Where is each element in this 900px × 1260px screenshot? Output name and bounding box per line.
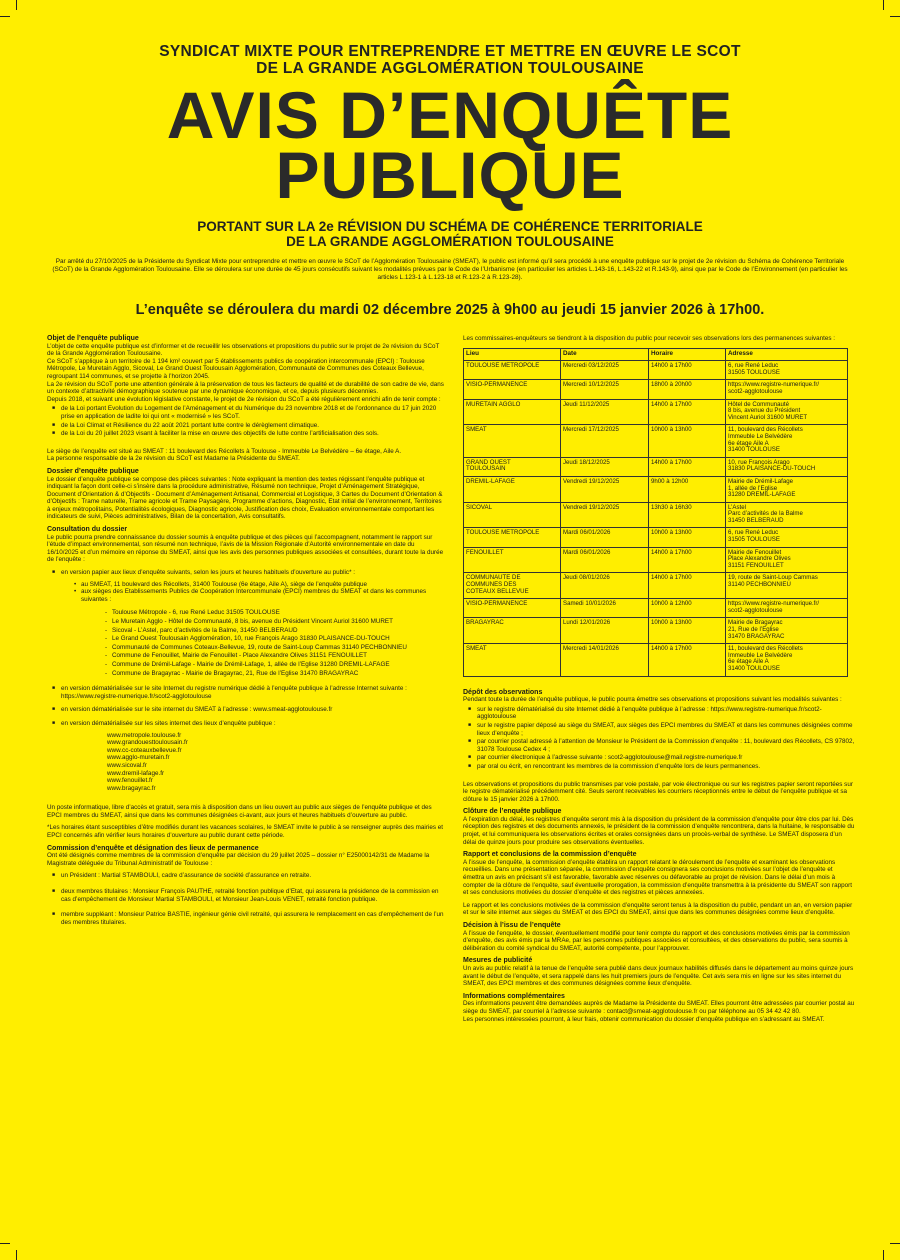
cell-lieu: VISIO-PERMANENCE (464, 599, 561, 618)
left-column (47, 335, 445, 930)
table-row (464, 618, 848, 644)
decision-paragraph: A l’issue de l’enquête, le dossier, éventuellement modifié pour tenir compte du rapport et des conclusions motivées émis par la commission d’enquête, des avis émis par la MRAe, par les personnes publiques associées et consultées, et des observations du public, sera soumis à délibération du comité syndical du SMEAT, autorité compétente, pour l’approuver. (463, 929, 850, 952)
cell-horaire: 10h00 à 13h00 (649, 528, 726, 547)
crop-mark (890, 1243, 900, 1244)
list-item: www.fenouillet.fr (107, 777, 153, 785)
list-item: - Commune de Fenouillet, Mairie de Fenouillet - Place Alexandre Olives 31151 FENOUILLET (105, 652, 445, 660)
org-line-2: DE LA GRANDE AGGLOMÉRATION TOULOUSAINE (256, 60, 644, 77)
consultation-sublist (74, 581, 445, 604)
horaires-note: *Les horaires étant susceptibles d’être modifiés durant les vacances scolaires, le SMEAT invite le public à se renseigner auprès des mairies et EPCI concernés afin vérifier leurs horaires d’ouverture au public durant cette période. (47, 824, 443, 840)
list-item: www.dremil-lafage.fr (107, 769, 165, 777)
page-subtitle (0, 220, 900, 249)
section-title-decision: Décision à l’issu de l’enquête (463, 922, 561, 929)
objet-paragraph-3: La 2e révision du SCoT porte une attention générale à la préservation de tous les facteurs de qualité et de durabilité de son cadre de vie, dans un contexte d’attractivité démographique soutenue par une dynamique économique, et ce, depuis plusieurs décennies. (47, 380, 444, 396)
table-row (464, 476, 848, 502)
list-item: - Sicoval - L’Astel, parc d’activités de la Balme, 31450 BELBERAUD (105, 627, 445, 635)
section-title-depot: Dépôt des observations (463, 688, 543, 696)
table-header-row (464, 348, 848, 361)
consultation-list (47, 569, 445, 577)
cell-lieu: FENOUILLET (464, 547, 561, 573)
cell-lieu: TOULOUSE METROPOLE (464, 528, 561, 547)
objet-paragraph-4: Depuis 2018, et suivant une évolution législative constante, le projet de 2e révision du SCoT a été régulièrement enrichi afin de tenir compte : (47, 395, 441, 403)
table-row (464, 380, 848, 399)
cell-horaire: 18h00 à 20h00 (649, 380, 726, 399)
crop-mark (0, 1243, 10, 1244)
title-line-1: AVIS D’ENQUÊTE (166, 78, 734, 152)
cell-lieu: SICOVAL (464, 502, 561, 528)
dossier-paragraph: Le dossier d’enquête publique se compose des pièces suivantes : Note expliquant la mention des textes régissant l’enquête publique et indiquant la façon dont celle-ci s’insère dans la procédure administrative, Résumé non technique, Projet d’Aménagement Stratégique, Document d’Orientation & d’Objectifs - Document d’Aménagement Artisanal, Commercial et Logistique, 3 Cartes du Document d’Orientation & d’Objectifs : Trame naturelle, Trame agricole et Trame Paysagère, Programme d’actions, Diagnostic, Etat initial de l’environnement, Territoires à enjeux métropolitains, Potentialités écologiques, Diagnostic agricole, Justification des choix, Evaluation environnementale comportant les indicateurs de suivi, Pièces administratives, Bilan de la concertation, Avis consultatifs. (47, 475, 443, 521)
list-item: ■ par oral ou écrit, en rencontrant les membres de la commission d’enquête lors de leurs permanences. (463, 763, 855, 771)
list-item: www.metropole.toulouse.fr (107, 731, 182, 739)
list-item: - Le Muretain Agglo - Hôtel de Communauté, 8 bis, avenue du Président Vincent Auriol 31600 MURET (105, 618, 445, 626)
list-item: ■ par courrier électronique à l’adresse suivante : scot2-agglotoulouse@mail.registre-numerique.fr (463, 754, 855, 762)
subtitle-line-1: PORTANT SUR LA 2e RÉVISION DU SCHÉMA DE COHÉRENCE TERRITORIALE (197, 219, 703, 234)
cell-adresse: 6, rue René Leduc 31505 TOULOUSE (726, 528, 848, 547)
list-item: www.grandouesttoulousain.fr (107, 739, 188, 747)
rapport-paragraph-1: A l’issue de l’enquête, la commission d’enquête établira un rapport relatant le déroulement de l’enquête et examinant les observations recueillies. Dans une présentation séparée, la commission d’enquête consignera ses conclusions motivées sur l’objet de l’enquête et émettra un avis en précisant s’il est favorable, favorable avec réserves ou défavorable au projet de révision. Dans le délai d’un mois à compter de la clôture de l’enquête, sauf éventuelle prorogation, la commission d’enquête transmettra à la présidente du SMEAT son rapport et ses conclusions motivées du dossier d’enquête et des registres et pièces annexées. (463, 858, 852, 897)
consultation-places (105, 609, 445, 677)
list-item: ■ de la Loi Climat et Résilience du 22 août 2021 portant lutte contre le dérèglement climatique. (47, 422, 445, 430)
cell-lieu: TOULOUSE METROPOLE (464, 361, 561, 380)
list-item: - Commune de Drémil-Lafage - Mairie de Drémil-Lafage, 1, allée de l’Eglise 31280 DREMIL-LAFAGE (105, 661, 445, 669)
depot-list (463, 706, 855, 771)
cell-lieu: DREMIL-LAFAGE (464, 476, 561, 502)
cell-horaire: 14h00 à 17h00 (649, 457, 726, 476)
cell-date: Mardi 06/01/2026 (561, 528, 649, 547)
responsable-paragraph: La personne responsable de la 2e révision du SCoT est Madame la Présidente du SMEAT. (47, 455, 300, 463)
consultation-paragraph: Le public pourra prendre connaissance du dossier soumis à enquête publique et des pièces qui l’accompagnent, notamment le rapport sur l’étude d’impact environnemental, son résumé non technique, l’avis de la Mission Régionale d’Autorité environnementale en date du 16/10/2025 et d’un mémoire en réponse du SMEAT, ainsi que les avis des personnes publiques associées et consultées, durant toute la durée de l’enquête : (47, 533, 444, 564)
commission-paragraph: Ont été désignés comme membres de la commission d’enquête par décision du 29 juillet 2025 – dossier n° E25000142/31 de Madame la Magistrate déléguée du Tribunal Administratif de Toulouse : (47, 852, 430, 867)
depot-paragraph: Pendant toute la durée de l’enquête publique, le public pourra émettre ses observations et propositions suivant les modalités suivantes : (463, 696, 842, 704)
cell-adresse: Mairie de Fenouillet Place Alexandre Olives 31151 FENOUILLET (726, 547, 848, 573)
cell-adresse: Mairie de Bragayrac 21, Rue de l’Eglise 31470 BRAGAYRAC (726, 618, 848, 644)
cell-date: Mercredi 10/12/2025 (561, 380, 649, 399)
subtitle-line-2: DE LA GRANDE AGGLOMÉRATION TOULOUSAINE (286, 233, 614, 249)
crop-mark (0, 16, 10, 17)
cell-date: Vendredi 19/12/2025 (561, 502, 649, 528)
table-row (464, 528, 848, 547)
cell-adresse: 19, route de Saint-Loup Cammas 31140 PECHBONNIEU (726, 573, 848, 599)
list-item: ■ en version papier aux lieux d’enquête suivants, selon les jours et heures habituels d’ouverture au public* : (47, 569, 445, 577)
crop-mark (16, 1250, 17, 1260)
consultation-online-list (47, 685, 445, 727)
list-item: ■ membre suppléant : Monsieur Patrice BASTIE, ingénieur génie civil retraité, qui assurera le remplacement en cas d’empêchement de l’un des membres titulaires. (47, 911, 445, 926)
title-line-2: PUBLIQUE (275, 138, 625, 212)
cell-horaire: 14h00 à 17h00 (649, 573, 726, 599)
cell-date: Mardi 06/01/2026 (561, 547, 649, 573)
table-row (464, 573, 848, 599)
column-header: Adresse (726, 348, 848, 361)
cell-horaire: 14h00 à 17h00 (649, 644, 726, 676)
objet-paragraph-1: L’objet de cette enquête publique est d’informer et de recueillir les observations et propositions du public sur le projet de 2e révision du SCoT de la Grande Agglomération Toulousaine. (47, 342, 440, 358)
section-title-dossier: Dossier d’enquête publique (47, 467, 139, 475)
cell-horaire: 14h00 à 17h00 (649, 399, 726, 425)
list-item: ■ en version dématérialisée sur le site Internet du registre numérique dédié à l’enquête publique à l’adresse Internet suivante : https://www.registre-numerique.fr/scot2-agglotoulouse (47, 685, 445, 700)
list-item: ■ en version dématérialisée sur le site internet du SMEAT à l’adresse : www.smeat-agglotoulouse.fr (47, 706, 445, 714)
list-item: - Le Grand Ouest Toulousain Agglomération, 10, rue François Arago 31830 PLAISANCE-DU-TOUCH (105, 635, 445, 643)
cell-lieu: SMEAT (464, 644, 561, 676)
publicite-paragraph: Un avis au public relatif à la tenue de l’enquête sera publié dans deux journaux habilités diffusés dans le département au moins quinze jours avant le début de l’enquête, et sera rappelé dans les huit premiers jours de l’enquête. Cet avis sera mis en ligne sur les sites internet du SMEAT, des EPCI membres et des communes désignées comme lieux d’enquête. (463, 964, 854, 988)
cell-adresse: L’Astel Parc d’activités de la Balme 31450 BELBERAUD (726, 502, 848, 528)
cell-adresse: Hôtel de Communauté 8 bis, avenue du Président Vincent Auriol 31600 MURET (726, 399, 848, 425)
cell-date: Samedi 10/01/2026 (561, 599, 649, 618)
poste-paragraph: Un poste informatique, libre d’accès et gratuit, sera mis à disposition dans un lieu ouvert au public aux sièges de l’enquête publique et des EPCI membres du SMEAT, ainsi que dans les communes désignées ci-avant, aux jours et heures habituels d’ouverture au public. (47, 804, 432, 819)
table-row (464, 457, 848, 476)
section-title-rapport: Rapport et conclusions de la commission d’enquête (463, 851, 637, 859)
list-item: ■ sur le registre papier déposé au siège du SMEAT, aux sièges des EPCI membres du SMEAT et dans les communes désignées comme lieux d’enquête ; (463, 722, 855, 737)
cell-adresse: 11, boulevard des Récollets Immeuble Le Belvédère 6e étage Aile A 31400 TOULOUSE (726, 425, 848, 457)
cell-adresse: 6, rue René Leduc 31505 TOULOUSE (726, 361, 848, 380)
cell-date: Mercredi 03/12/2025 (561, 361, 649, 380)
cell-adresse: https://www.registre-numerique.fr/ scot2-agglotoulouse (726, 599, 848, 618)
list-item: www.sicoval.fr (107, 761, 147, 769)
enquiry-dates: L’enquête se déroulera du mardi 02 décembre 2025 à 9h00 au jeudi 15 janvier 2026 à 17h00. (135, 302, 765, 318)
crop-mark (16, 0, 17, 10)
permanences-table-body (464, 361, 848, 676)
commission-list (47, 872, 445, 926)
crop-mark (890, 16, 900, 17)
column-header: Horaire (649, 348, 726, 361)
cell-horaire: 10h00 à 12h00 (649, 599, 726, 618)
section-title-publicite: Mesures de publicité (463, 957, 533, 965)
table-row (464, 361, 848, 380)
cell-date: Vendredi 19/12/2025 (561, 476, 649, 502)
permanences-intro: Les commissaires-enquêteurs se tiendront à la disposition du public pour recevoir ses observations lors des permanences suivantes : (463, 335, 836, 342)
objet-paragraph-2: Ce SCoT s’applique à un territoire de 1 194 km² couvert par 5 établissements publics de coopération intercommunale (EPCI) : Toulouse Métropole, Le Muretain Agglo, Sicoval, Le Grand Ouest Toulousain Agglomération, Communauté de Communes des Coteaux Bellevue, regroupant 114 communes, et se projette à l’horizon 2045. (47, 357, 425, 380)
cell-horaire: 10h00 à 13h00 (649, 618, 726, 644)
cell-date: Mercredi 17/12/2025 (561, 425, 649, 457)
list-item: ■ de la Loi portant Evolution du Logement de l’Aménagement et du Numérique du 23 novembre 2018 et de l’ordonnance du 17 juin 2020 prise en application de ladite loi qui ont « modernisé » les SCoT. (47, 405, 445, 420)
table-row (464, 502, 848, 528)
list-item: www.bragayrac.fr (107, 784, 156, 792)
column-header: Lieu (464, 348, 561, 361)
cell-date: Lundi 12/01/2026 (561, 618, 649, 644)
permanences-table (463, 348, 848, 677)
cell-lieu: MURETAIN AGGLO (464, 399, 561, 425)
section-title-objet: Objet de l’enquête publique (47, 335, 139, 342)
cell-date: Jeudi 08/01/2026 (561, 573, 649, 599)
list-item: - Communauté de Communes Coteaux-Bellevue, 19, route de Saint-Loup Cammas 31140 PECHBONNIEU (105, 644, 445, 652)
list-item: • au SMEAT, 11 boulevard des Récollets, 31400 Toulouse (6e étage, Aile A), siège de l’enquête publique (74, 581, 445, 589)
cell-adresse: 10, rue François Arago 31830 PLAISANCE-DU-TOUCH (726, 457, 848, 476)
section-title-commission: Commission d’enquête et désignation des lieux de permanence (47, 844, 259, 852)
cell-horaire: 14h00 à 17h00 (649, 547, 726, 573)
list-item: ■ deux membres titulaires : Monsieur François PAUTHE, retraité fonction publique d’Etat, qui assurera la présidence de la commission en cas d’empêchement de Monsieur Martial STAMBOULI, et Monsieur Jean-Louis VENET, retraité fonction publique. (47, 888, 445, 903)
list-item: ■ en version dématérialisée sur les sites internet des lieux d’enquête publique : (47, 720, 445, 728)
cell-lieu: GRAND OUEST TOULOUSAIN (464, 457, 561, 476)
cell-date: Jeudi 18/12/2025 (561, 457, 649, 476)
list-item: • aux sièges des Etablissements Publics de Coopération Intercommunale (EPCI) membres du SMEAT et dans les communes suivantes : (74, 588, 445, 603)
list-item: - Commune de Bragayrac - Mairie de Bragayrac, 21, Rue de l’Eglise 31470 BRAGAYRAC (105, 670, 445, 678)
org-line-1: SYNDICAT MIXTE POUR ENTREPRENDRE ET METTRE EN ŒUVRE LE SCOT (159, 43, 741, 60)
right-column (463, 335, 855, 1028)
list-item: www.cc-coteauxbellevue.fr (107, 746, 182, 754)
cell-adresse: Mairie de Drémil-Lafage 1, allée de l’Eglise 31280 DREMIL-LAFAGE (726, 476, 848, 502)
cell-horaire: 14h00 à 17h00 (649, 361, 726, 380)
list-item: - Toulouse Métropole - 6, rue René Leduc 31505 TOULOUSE (105, 609, 445, 617)
organization-name (0, 43, 900, 77)
depot-paragraph-2: Les observations et propositions du public transmises par voie postale, par voie électronique ou sur les registres papier seront reportées sur le registre dématérialisé précédemment cité. Seuls seront recevables les courriers réceptionnés entre le début de l’enquête publique et sa clôture le 15 janvier 2026 à 17h00. (463, 780, 853, 803)
site-list (107, 732, 445, 793)
table-row (464, 644, 848, 676)
section-title-info: Informations complémentaires (463, 992, 565, 1000)
intro-paragraph: Par arrêté du 27/10/2025 de la Présidente du Syndicat Mixte pour entreprendre et mettre en œuvre le SCoT de l’Agglomération Toulousaine (SMEAT), le public est informé qu’il sera procédé à une enquête publique sur le projet de 2e révision du Schéma de Cohérence Territoriale (SCoT) de la Grande Agglomération Toulousaine. Elle se déroulera sur une durée de 45 jours consécutifs suivant les modalités prévues par le Code de l’Urbanisme (en particulier les articles L.143-16, L.143-22 et R.143-9), ainsi que par le Code de l’Environnement (en particulier les articles L.123-1 à L.123-18 et R.123-2 à R.123-28). (52, 258, 848, 282)
siege-paragraph: Le siège de l’enquête est situé au SMEAT : 11 boulevard des Récollets à Toulouse - Immeuble Le Belvédère – 6e étage, Aile A. (47, 447, 402, 455)
cell-adresse: 11, boulevard des Récollets Immeuble Le Belvédère 6e étage Aile A 31400 TOULOUSE (726, 644, 848, 676)
rapport-paragraph-2: Le rapport et les conclusions motivées de la commission d’enquête seront tenus à la disposition du public, pendant un an, en version papier et sur le site internet aux sièges du SMEAT et des EPCI du SMEAT, ainsi que dans les communes désignées comme lieux d’enquête. (463, 901, 853, 917)
cloture-paragraph: A l’expiration du délai, les registres d’enquête seront mis à la disposition du président de la commission d’enquête pour être clos par lui. Dès réception des registres et des documents annexés, le président de la commission d’enquête rencontrera, dans la huitaine, le responsable du projet, et lui communiquera les observations écrites et orales consignées dans un procès-verbal de synthèse. Le SMEAT disposera d’un délai de quinze jours pour produire ses observations éventuelles. (463, 815, 855, 846)
page-title (0, 78, 900, 212)
column-header: Date (561, 348, 649, 361)
section-title-cloture: Clôture de l’enquête publique (463, 808, 562, 816)
crop-mark (883, 1250, 884, 1260)
table-row (464, 599, 848, 618)
cell-lieu: SMEAT (464, 425, 561, 457)
list-item: ■ de la Loi du 20 juillet 2023 visant à faciliter la mise en œuvre des objectifs de lutte contre l’artificialisation des sols. (47, 430, 445, 438)
list-item: ■ un Président : Martial STAMBOULI, cadre d’assurance de société d’assurance en retraite. (47, 872, 445, 880)
table-row (464, 425, 848, 457)
list-item: ■ sur le registre dématérialisé du site Internet dédié à l’enquête publique à l’adresse : https://www.registre-numerique.fr/scot2-agglotoulouse (463, 706, 855, 721)
cell-date: Jeudi 11/12/2025 (561, 399, 649, 425)
cell-lieu: BRAGAYRAC (464, 618, 561, 644)
list-item: www.agglo-muretain.fr (107, 754, 170, 762)
cell-horaire: 9h00 à 12h00 (649, 476, 726, 502)
cell-adresse: https://www.registre-numerique.fr/ scot2-agglotoulouse (726, 380, 848, 399)
info-paragraph-1: Des informations peuvent être demandées auprès de Madame la Présidente du SMEAT. Elles pourront être adressées par courrier postal au siège du SMEAT, par courriel à l’adresse suivante : contact@smeat-agglotoulouse.fr ou par téléphone au 05 34 42 42 80. (463, 1000, 855, 1015)
table-row (464, 547, 848, 573)
cell-horaire: 13h30 à 16h30 (649, 502, 726, 528)
list-item: ■ par courrier postal adressé à l’attention de Monsieur le Président de la Commission d’enquête : 11, boulevard des Récollets, CS 97802, 31078 Toulouse Cedex 4 ; (463, 738, 855, 753)
crop-mark (883, 0, 884, 10)
table-row (464, 399, 848, 425)
law-list (47, 405, 445, 437)
section-title-consultation: Consultation du dossier (47, 526, 128, 534)
cell-horaire: 10h00 à 13h00 (649, 425, 726, 457)
cell-date: Mercredi 14/01/2026 (561, 644, 649, 676)
cell-lieu: VISIO-PERMANENCE (464, 380, 561, 399)
info-paragraph-2: Les personnes intéressées pourront, à leur frais, obtenir communication du dossier d’enquête publique en s’adressant au SMEAT. (463, 1015, 825, 1023)
cell-lieu: COMMUNAUTE DE COMMUNES DES COTEAUX BELLEVUE (464, 573, 561, 599)
